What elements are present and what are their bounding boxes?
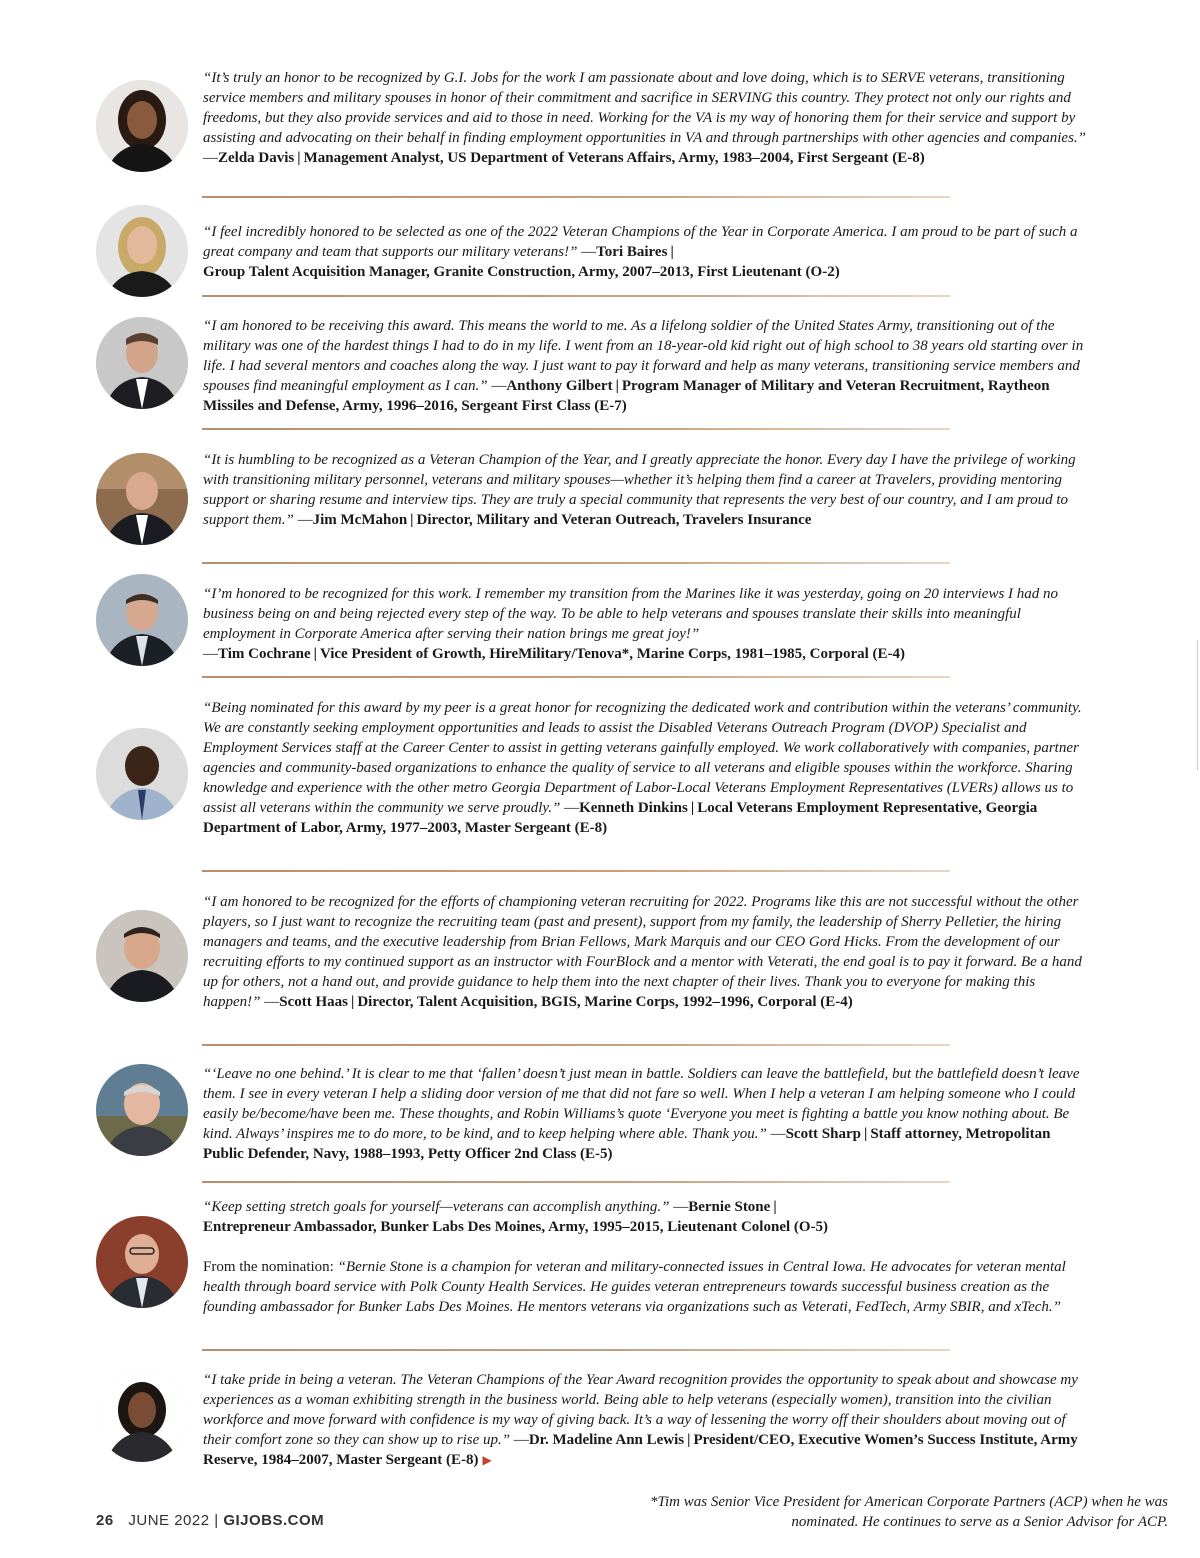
- portrait-photo: [96, 1370, 188, 1462]
- issue-date: JUNE 2022: [128, 1512, 210, 1529]
- quote-text: “Being nominated for this award by my peer is a great honor for recognizing the dedicated work and contribution within the veterans’ community. We are constantly seeking employment opportunities and leads to assist the Disabled Veterans Outreach Program (DVOP) Specialist and Employment Services staff at the Career Center to assist in getting veterans gainfully employed. We work collaboratively with companies, partner agencies and community-based organizations to enhance the quality of service to all veterans and eligible spouses within the workforce. Sharing knowledge and experience with the other metro Georgia Department of Labor-Local Veterans Employment Representatives (LVERs) allows us to assist all veterans within the community we serve proudly.”: [203, 700, 1082, 816]
- person-name: Tori Baires: [596, 244, 668, 260]
- portrait-photo: [96, 728, 188, 820]
- nomination-lead: From the nomination:: [203, 1259, 338, 1275]
- attribution-dash: —: [293, 512, 313, 528]
- portrait-photo: [96, 205, 188, 297]
- portrait-photo: [96, 317, 188, 409]
- separator: |: [410, 512, 414, 528]
- portrait-photo: [96, 574, 188, 666]
- attribution-dash: —: [766, 1126, 786, 1142]
- separator: |: [690, 800, 695, 816]
- attribution-dash: —: [669, 1199, 689, 1215]
- attribution-dash: —: [487, 378, 507, 394]
- testimonial-text: [203, 584, 1093, 664]
- portrait-photo: [96, 453, 188, 545]
- separator: |: [670, 244, 674, 260]
- person-credit: Director, Talent Acquisition, BGIS, Marine Corps, 1992–1996, Corporal (E-4): [357, 994, 853, 1010]
- person-credit: Entrepreneur Ambassador, Bunker Labs Des Moines, Army, 1995–2015, Lieutenant Colonel (O-5): [203, 1219, 829, 1235]
- nomination-text: “Bernie Stone is a champion for veteran and military-connected issues in Central Iowa. He advocates for veteran mental health through board service with Polk County Health Services. He guides veteran entrepreneurs towards successful business creation as the founding ambassador for Bunker Labs Des Moines. He mentors veterans via organizations such as Veterati, FedTech, Army SBIR, and xTech.”: [203, 1259, 1066, 1315]
- testimonial-text: [203, 222, 1093, 282]
- person-credit: President/CEO, Executive Women’s Success Institute, Army Reserve, 1984–2007, Master Sergeant (E-8): [203, 1432, 1078, 1468]
- divider-rule: [202, 196, 950, 198]
- divider-rule: [202, 676, 950, 678]
- portrait-photo: [96, 910, 188, 1002]
- person-credit: Director, Military and Veteran Outreach, Travelers Insurance: [416, 512, 812, 528]
- person-credit: Staff attorney, Metropolitan Public Defender, Navy, 1988–1993, Petty Officer 2nd Class (E-5): [203, 1126, 1051, 1162]
- divider-rule: [202, 295, 950, 297]
- person-name: Anthony Gilbert: [506, 378, 613, 394]
- person-name: Zelda Davis: [218, 150, 295, 166]
- attribution-dash: —: [560, 800, 580, 816]
- attribution-dash: —: [260, 994, 280, 1010]
- site-name: GIJOBS.COM: [223, 1512, 325, 1529]
- divider-rule: [202, 1181, 950, 1183]
- attribution-dash: —: [203, 646, 218, 662]
- divider-rule: [202, 562, 950, 564]
- footer-divider: |: [214, 1512, 219, 1529]
- separator: |: [864, 1126, 868, 1142]
- person-credit: Group Talent Acquisition Manager, Granite Construction, Army, 2007–2013, First Lieutenant (O-2): [203, 264, 840, 280]
- person-name: Tim Cochrane: [218, 646, 311, 662]
- divider-rule: [202, 1044, 950, 1046]
- person-name: Jim McMahon: [312, 512, 408, 528]
- quote-text: “I take pride in being a veteran. The Veteran Champions of the Year Award recognition provides the opportunity to speak about and showcase my experiences as a woman exhibiting strength in the business world. Being able to help veterans (especially women), transition into the civilian workforce and move forward with confidence is my way of giving back. It’s a way of lessening the worry off their shoulders about moving out of their comfort zone so they can show up to rise up.”: [203, 1372, 1078, 1448]
- quote-text: “It’s truly an honor to be recognized by G.I. Jobs for the work I am passionate about and love doing, which is to SERVE veterans, transitioning service members and military spouses in honor of their commitment and sacrifice in SERVING this country. They protect not only our rights and freedoms, but they also provide services and aid to those in need. Working for the VA is my way of honoring them for their service and support by assisting and advocating on their behalf in finding employment opportunities in VA and through partnerships with other agencies and companies.”: [203, 70, 1087, 146]
- person-credit: Local Veterans Employment Representative, Georgia Department of Labor, Army, 1977–2003, Master Sergeant (E-8): [203, 800, 1038, 836]
- quote-text: “I am honored to be receiving this award. This means the world to me. As a lifelong soldier of the United States Army, transitioning out of the military was one of the hardest things I had to do in my life. I went from an 18-year-old kid right out of high school to 38 years old starting over in life. I had several mentors and coaches along the way. I just want to pay it forward and help as many veterans, transitioning service members and spouses find meaningful employment as I can.”: [203, 318, 1084, 394]
- portrait-photo: [96, 80, 188, 172]
- attribution-dash: —: [577, 244, 597, 260]
- separator: |: [615, 378, 619, 394]
- testimonial-text: [203, 68, 1093, 168]
- person-name: Dr. Madeline Ann Lewis: [528, 1432, 685, 1448]
- divider-rule: [202, 1349, 950, 1351]
- testimonial-text: [203, 698, 1093, 838]
- attribution-dash: —: [510, 1432, 529, 1448]
- quote-text: “I feel incredibly honored to be selected as one of the 2022 Veteran Champions of the Year in Corporate America. I am proud to be part of such a great company and team that supports our military veterans!”: [203, 224, 1078, 260]
- separator: |: [773, 1199, 777, 1215]
- separator: |: [313, 646, 317, 662]
- person-name: Scott Sharp: [785, 1126, 861, 1142]
- quote-text: “‘Leave no one behind.’ It is clear to me that ‘fallen’ doesn’t just mean in battle. Soldiers can leave the battlefield, but the battlefield doesn’t leave them. I see in every veteran I help a sliding door version of me that did not fare so well. When I help a veteran I am helping someone who I could easily be/become/have been me. These thoughts, and Robin Williams’s quote ‘Everyone you meet is fighting a battle you know nothing about. Be kind. Always’ inspires me to do more, to be kind, and to keep helping where able. Thank you.”: [203, 1066, 1080, 1142]
- testimonial-text: [203, 1064, 1093, 1164]
- person-name: Scott Haas: [279, 994, 348, 1010]
- testimonial-text: [203, 316, 1093, 416]
- person-name: Bernie Stone: [688, 1199, 771, 1215]
- separator: |: [687, 1432, 691, 1448]
- testimonial-text: [203, 892, 1093, 1012]
- page-number: 26: [96, 1512, 114, 1529]
- quote-text: “It is humbling to be recognized as a Veteran Champion of the Year, and I greatly appreciate the honor. Every day I have the privilege of working with transitioning military personnel, veterans and military spouses—whether it’s helping them find a career at Travelers, providing mentoring support or sharing resume and interview tips. They are truly a special community that represents the very best of our country, and I am proud to support them.”: [203, 452, 1076, 528]
- quote-text: “I am honored to be recognized for the efforts of championing veteran recruiting for 2022. Programs like this are not successful without the other players, so I just want to recognize the recruiting team (past and present), support from my family, the leadership of Sherry Pelletier, the hiring managers and teams, and the executive leadership from Brian Fellows, Mark Marquis and our CEO Gord Hicks. From the development of our recruiting efforts to my continued support as an instructor with FourBlock and a mentor with Veterati, the end goal is to pay it forward. Be a hand up for others, not a hand out, and provide guidance to help them into the next chapter of their lives. Thank you to everyone for making this happen!”: [203, 894, 1082, 1010]
- continue-arrow-icon: ▶: [482, 1453, 492, 1467]
- quote-text: “Keep setting stretch goals for yourself—veterans can accomplish anything.”: [203, 1199, 670, 1215]
- person-credit: Program Manager of Military and Veteran Recruitment, Raytheon Missiles and Defense, Army, 1996–2016, Sergeant First Class (E-7): [203, 378, 1050, 414]
- divider-rule: [202, 870, 950, 872]
- footnote: *Tim was Senior Vice President for American Corporate Partners (ACP) when he was nominated. He continues to serve as a Senior Advisor for ACP.: [649, 1494, 1168, 1530]
- separator: |: [297, 150, 301, 166]
- testimonial-text: [203, 1197, 1093, 1317]
- portrait-photo: [96, 1216, 188, 1308]
- testimonial-text: [203, 1370, 1093, 1470]
- divider-rule: [202, 428, 950, 430]
- page-edge-line: [1197, 640, 1198, 770]
- attribution-dash: —: [203, 150, 218, 166]
- page-footer: [96, 1512, 324, 1529]
- portrait-photo: [96, 1064, 188, 1156]
- person-name: Kenneth Dinkins: [579, 800, 688, 816]
- person-credit: Management Analyst, US Department of Veterans Affairs, Army, 1983–2004, First Sergeant (E-8): [303, 150, 925, 166]
- person-credit: Vice President of Growth, HireMilitary/Tenova*, Marine Corps, 1981–1985, Corporal (E-4): [319, 646, 906, 662]
- quote-text: “I’m honored to be recognized for this work. I remember my transition from the Marines like it was yesterday, going on 20 interviews I had no business being on and being rejected every step of the way. To be able to help veterans and spouses translate their skills into meaningful employment in Corporate America after serving their nation brings me great joy!”: [203, 586, 1059, 642]
- separator: |: [351, 994, 355, 1010]
- testimonial-text: [203, 450, 1093, 530]
